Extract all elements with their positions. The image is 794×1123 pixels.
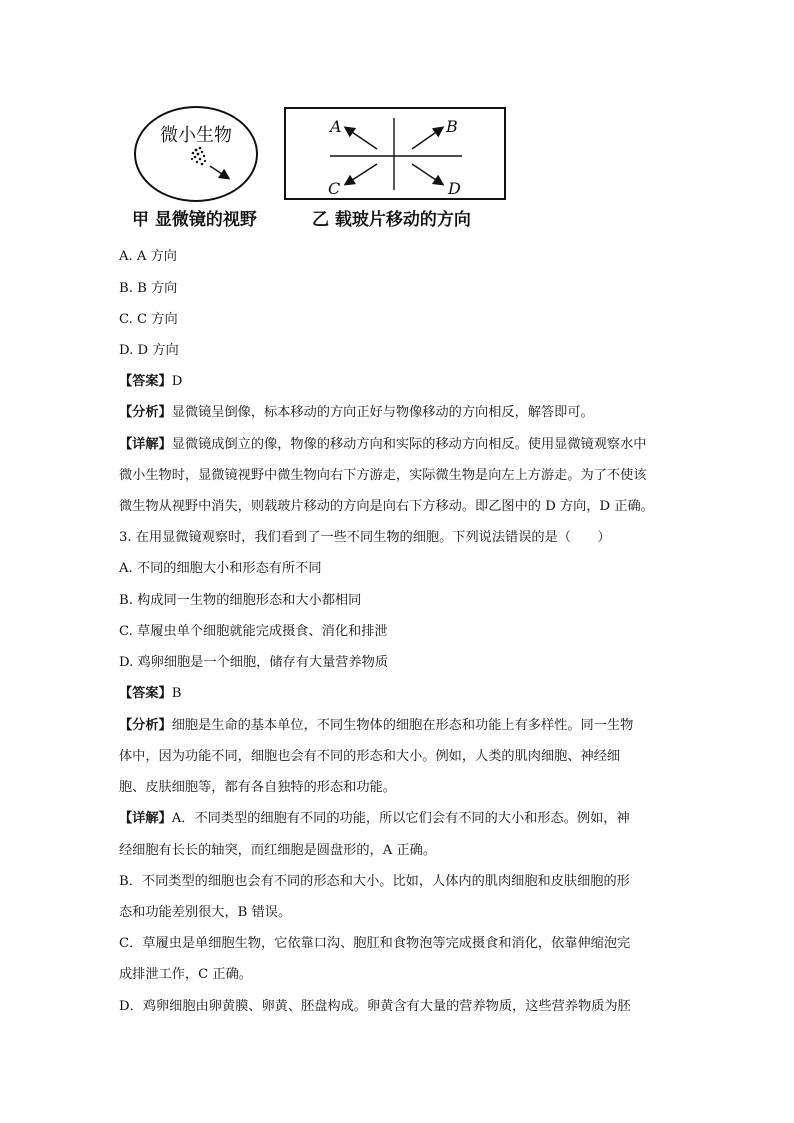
- q2-answer-tag: 【答案】: [119, 374, 172, 389]
- label-c: C: [328, 179, 341, 198]
- q2-answer: [119, 374, 182, 390]
- q2-analysis-text: 显微镜呈倒像，标本移动的方向正好与物像移动的方向相反，解答即可。: [171, 405, 594, 420]
- q3-answer-tag: 【答案】: [119, 686, 172, 701]
- q3-analysis-line-1: 细胞是生命的基本单位，不同生物体的细胞在形态和功能上有多样性。同一生物: [171, 718, 634, 733]
- movement-arrow: [210, 166, 228, 178]
- q3-detail-line-4: 态和功能差别很大，B 错误。: [119, 905, 292, 920]
- q2-analysis: [119, 405, 594, 421]
- q3-option-a: A. 不同的细胞大小和形态有所不同: [119, 561, 322, 576]
- q3-detail-line-7: D．鸡卵细胞由卵黄膜、卵黄、胚盘构成。卵黄含有大量的营养物质，这些营养物质为胚: [119, 999, 631, 1014]
- q2-detail-line-3: 微生物从视野中消失，则载玻片移动的方向是向右下方移动。即乙图中的 D 方向，D 正确。: [119, 499, 654, 514]
- caption-left: 甲 显微镜的视野: [132, 210, 257, 230]
- q2-detail-line-1: 显微镜成倒立的像，物像的移动方向和实际的移动方向相反。使用显微镜观察水中: [171, 437, 647, 452]
- q3-detail-line-6: 成排泄工作，C 正确。: [119, 967, 252, 982]
- q3-detail-line-5: C．草履虫是单细胞生物，它依靠口沟、胞肛和食物泡等完成摄食和消化，依靠伸缩泡完: [119, 936, 631, 951]
- q3-analysis: [119, 718, 633, 734]
- q3-answer: [119, 686, 181, 702]
- microorganism-dots: [191, 147, 206, 166]
- caption-right: 乙 载玻片移动的方向: [312, 210, 471, 230]
- q2-option-a: A. A 方向: [119, 249, 177, 264]
- arrow-a: [346, 128, 377, 149]
- q2-detail-line-2: 微小生物时，显微镜视野中微生物向右下方游走，实际微生物是向左上方游走。为了不使该: [119, 468, 647, 483]
- arrow-d: [412, 164, 442, 184]
- q3-detail-line-1: A．不同类型的细胞有不同的功能，所以它们会有不同的大小和形态。例如，神: [171, 811, 630, 826]
- q3-analysis-line-3: 胞、皮肤细胞等，都有各自独特的形态和功能。: [119, 780, 396, 795]
- q2-detail: [119, 437, 647, 453]
- q2-answer-value: D: [171, 374, 183, 389]
- label-b: B: [446, 117, 458, 136]
- label-d: D: [448, 179, 461, 198]
- q3-stem: 3. 在用显微镜观察时，我们看到了一些不同生物的细胞。下列说法错误的是（ ）: [119, 530, 611, 545]
- q3-analysis-tag: 【分析】: [119, 718, 172, 733]
- microscope-field-ellipse: [135, 107, 257, 201]
- q2-option-d: D. D 方向: [119, 343, 179, 358]
- arrow-c: [346, 164, 377, 184]
- q2-analysis-tag: 【分析】: [119, 405, 172, 420]
- arrow-b: [412, 128, 442, 149]
- q3-option-b: B. 构成同一生物的细胞形态和大小都相同: [119, 593, 362, 608]
- label-a: A: [330, 117, 342, 136]
- q3-answer-value: B: [171, 686, 182, 701]
- slide-direction-box: [285, 108, 505, 199]
- q3-analysis-line-2: 体中，因为功能不同，细胞也会有不同的形态和大小。例如，人类的肌肉细胞、神经细: [119, 749, 621, 764]
- q3-detail-line-3: B．不同类型的细胞也会有不同的形态和大小。比如，人体内的肌肉细胞和皮肤细胞的形: [119, 874, 630, 889]
- figure-drawing: [132, 104, 512, 230]
- q2-option-b: B. B 方向: [119, 281, 178, 296]
- microscope-field-label: 微小生物: [160, 125, 232, 146]
- q3-detail: [119, 811, 630, 827]
- q2-option-c: C. C 方向: [119, 312, 178, 327]
- q3-option-d: D. 鸡卵细胞是一个细胞，储存有大量营养物质: [119, 655, 389, 670]
- microscope-figure: [132, 104, 512, 230]
- q3-detail-tag: 【详解】: [119, 811, 172, 826]
- q3-option-c: C. 草履虫单个细胞就能完成摄食、消化和排泄: [119, 624, 388, 639]
- q3-detail-line-2: 经细胞有长长的轴突，而红细胞是圆盘形的，A 正确。: [119, 843, 437, 858]
- q2-detail-tag: 【详解】: [119, 437, 172, 452]
